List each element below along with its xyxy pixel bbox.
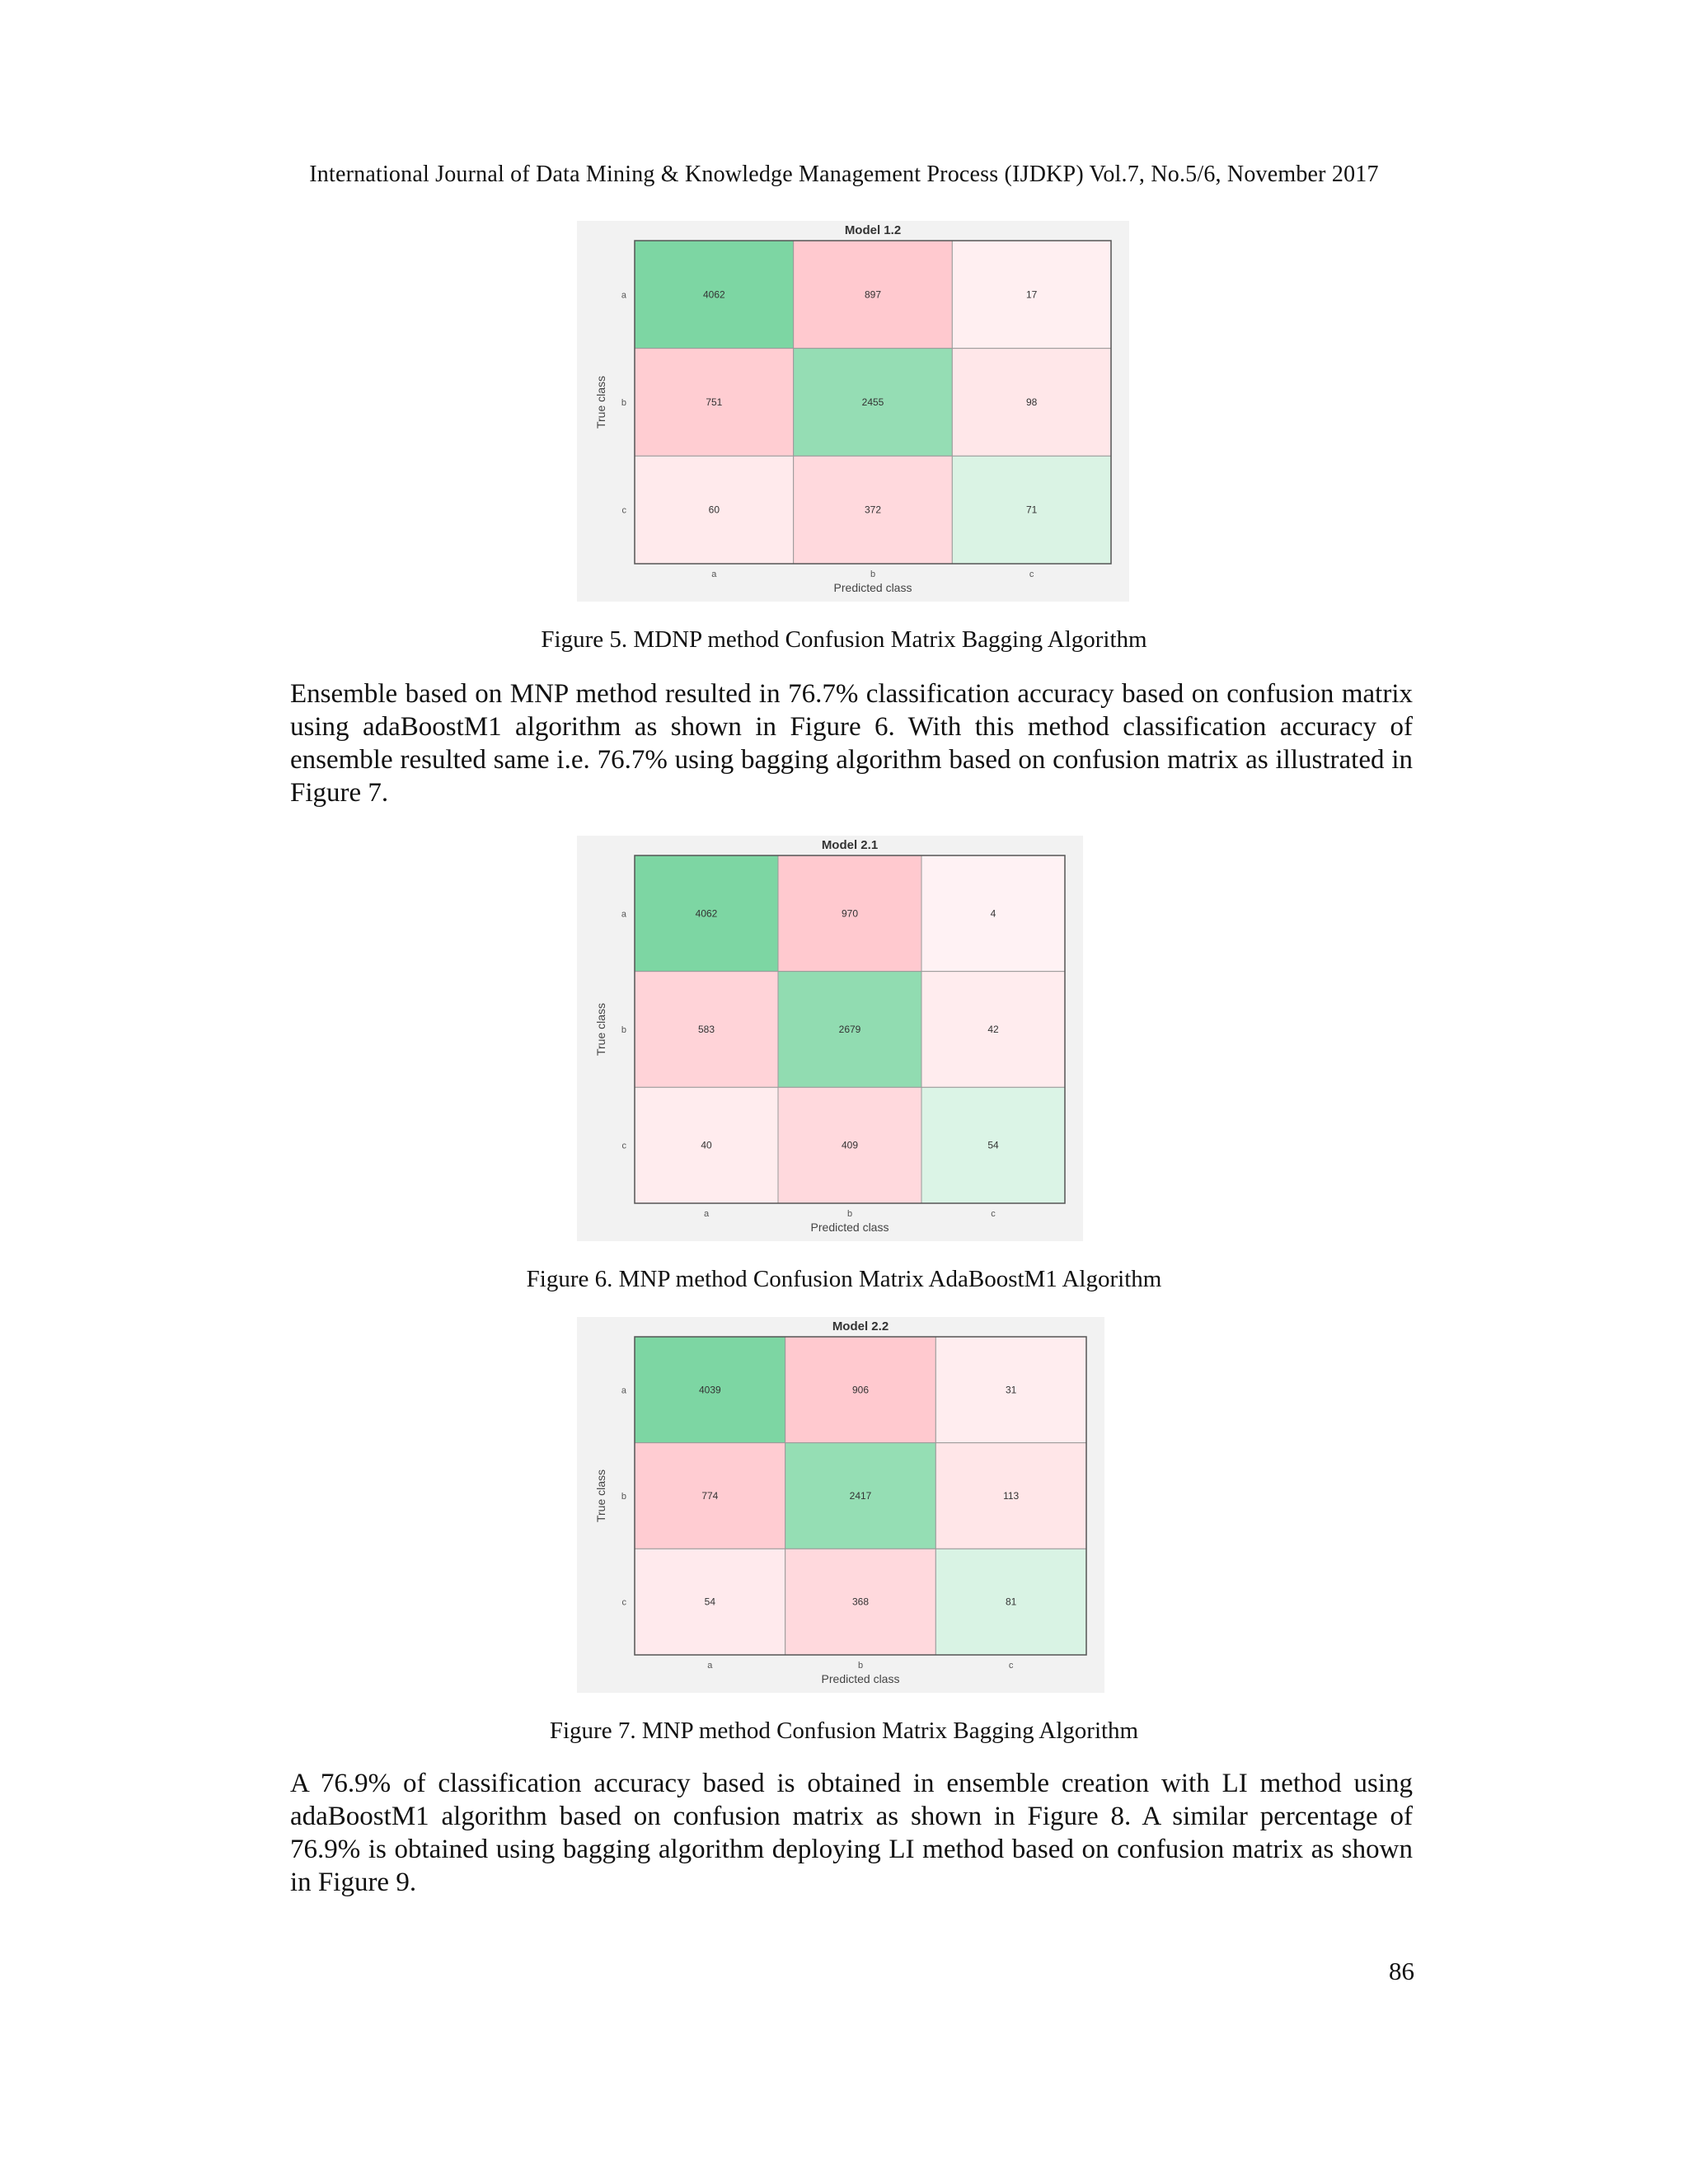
x-axis-label: Predicted class	[810, 1221, 889, 1234]
cell-value-label: 42	[987, 1024, 999, 1035]
x-tick-label: b	[870, 569, 876, 579]
figure-6-confusion-matrix	[577, 836, 1083, 1241]
paragraph-1: Ensemble based on MNP method resulted in 76.7% classification accuracy based on confusion matrix using adaBoostM1 algorithm as shown in Figure 6. With this method classification accuracy of ensemble resulted same i.e. 76.7% using bagging algorithm based on confusion matrix as illustrated in Figure 7.	[290, 679, 1413, 808]
cell-value-label: 2455	[861, 396, 884, 408]
y-tick-label: b	[621, 1492, 626, 1502]
cell-value-label: 2679	[838, 1024, 861, 1035]
cell-value-label: 897	[864, 288, 882, 301]
x-tick-label: a	[703, 1209, 710, 1219]
cell-value-label: 368	[851, 1596, 870, 1608]
x-tick-label: c	[1029, 569, 1034, 579]
figure-7-confusion-matrix	[577, 1317, 1104, 1693]
cell-value-label: 4062	[695, 907, 718, 920]
x-tick-label: a	[707, 1661, 713, 1671]
chart-title: Model 2.1	[821, 838, 879, 852]
y-axis-label: True class	[594, 1469, 607, 1523]
cell-value-label: 774	[701, 1490, 719, 1502]
y-tick-label: b	[621, 1025, 626, 1035]
cell-value-label: 17	[1025, 288, 1038, 301]
y-axis-label: True class	[594, 375, 607, 429]
figure-5-confusion-matrix	[577, 221, 1129, 602]
cell-value-label: 751	[706, 396, 723, 408]
confusion-matrix-chart	[577, 221, 1129, 602]
y-tick-label: c	[621, 505, 626, 516]
cell-value-label: 2417	[849, 1490, 872, 1502]
x-tick-label: c	[991, 1209, 996, 1219]
cell-value-label: 583	[697, 1024, 715, 1035]
x-tick-label: b	[846, 1209, 853, 1219]
cell-value-label: 409	[841, 1139, 859, 1151]
cell-value-label: 372	[864, 504, 882, 516]
y-tick-label: a	[621, 290, 626, 301]
chart-title: Model 2.2	[832, 1319, 889, 1333]
x-tick-label: b	[857, 1661, 864, 1671]
x-tick-label: a	[711, 569, 717, 579]
figure-6-caption: Figure 6. MNP method Confusion Matrix AdaBoostM1 Algorithm	[526, 1266, 1162, 1292]
cell-value-label: 54	[987, 1139, 999, 1151]
y-tick-label: c	[621, 1597, 626, 1608]
x-axis-label: Predicted class	[833, 581, 912, 594]
cell-value-label: 906	[851, 1384, 870, 1396]
cell-value-label: 4062	[702, 288, 725, 301]
y-tick-label: c	[621, 1141, 626, 1151]
figure-5-caption: Figure 5. MDNP method Confusion Matrix Bagging Algorithm	[541, 626, 1147, 653]
cell-value-label: 31	[1005, 1384, 1017, 1396]
y-tick-label: a	[621, 1385, 626, 1396]
x-tick-label: c	[1008, 1661, 1014, 1671]
cell-value-label: 970	[841, 907, 859, 920]
cell-value-label: 54	[704, 1596, 716, 1608]
confusion-matrix-chart	[577, 836, 1083, 1241]
cell-value-label: 40	[701, 1139, 712, 1151]
chart-title: Model 1.2	[844, 223, 902, 237]
cell-value-label: 4	[990, 907, 996, 920]
cell-value-label: 113	[1003, 1490, 1020, 1502]
figure-7-caption: Figure 7. MNP method Confusion Matrix Bagging Algorithm	[549, 1718, 1139, 1744]
journal-header: International Journal of Data Mining & Knowledge Management Process (IJDKP) Vol.7, No.5/6, November 2017	[309, 162, 1379, 187]
x-axis-label: Predicted class	[821, 1672, 900, 1685]
cell-value-label: 71	[1025, 504, 1038, 516]
cell-value-label: 60	[708, 504, 720, 516]
cell-value-label: 4039	[698, 1384, 721, 1396]
cell-value-label: 98	[1025, 396, 1038, 408]
y-tick-label: a	[621, 909, 626, 920]
y-tick-label: b	[621, 398, 626, 408]
page-number: 86	[1389, 1957, 1414, 1985]
cell-value-label: 81	[1005, 1596, 1017, 1608]
paragraph-2: A 76.9% of classification accuracy based is obtained in ensemble creation with LI method using adaBoostM1 algorithm based on confusion matrix as shown in Figure 8. A similar percentage of 76.9% is obtained using bagging algorithm deploying LI method based on confusion matrix as shown in Figure 9.	[290, 1769, 1413, 1897]
confusion-matrix-chart	[577, 1317, 1104, 1693]
y-axis-label: True class	[594, 1002, 607, 1057]
